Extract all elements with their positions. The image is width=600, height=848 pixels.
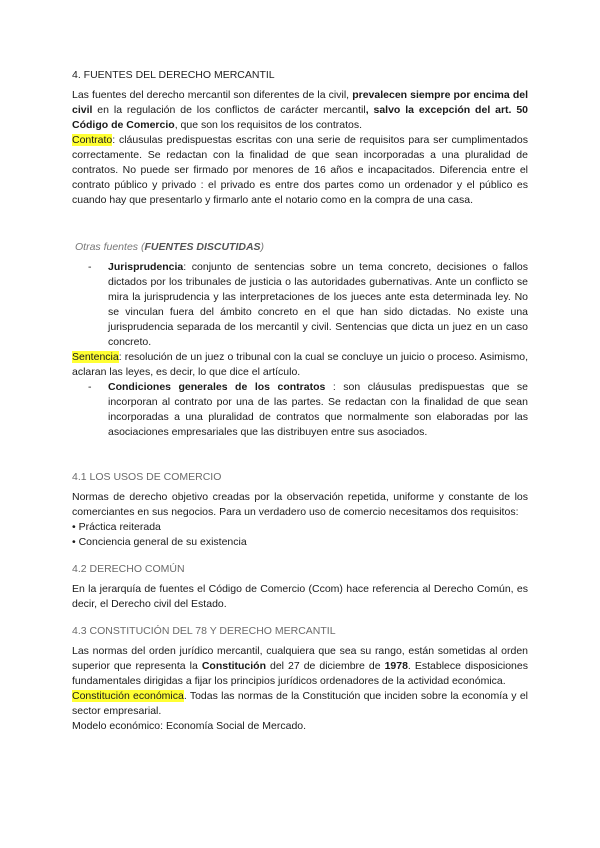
condiciones-item: - Condiciones generales de los contratos : son cláusulas predispuestas que se incorporan al contrato por una de las partes. Se redactan con la finalidad de que sean incorporadas a una pluralidad de contratos que normalmente son elaboradas por las asociaciones empresariales que las distribuyen entre sus asociados. [72,380,528,440]
fuentes-list-2 [72,380,528,440]
sentencia-term: Sentencia [72,351,119,363]
contrato-paragraph: Contrato: cláusulas predispuestas escritas con una serie de requisitos para ser cumplimentados correctamente. Se redactan con la finalidad de que sean incorporadas a una pluralidad de contratos. No puede ser firmado por menores de 16 años e incapacitados. Diferencia entre el contrato público y privado : el privado es entre dos partes como un ordenador y el público es cuando hay que presentarlo y firmarlo ante el notario como en la compra de una casa. [72,134,528,206]
section-4-1-heading: 4.1 LOS USOS DE COMERCIO [72,471,222,483]
jurisprudencia-item: - Jurisprudencia: conjunto de sentencias sobre un tema concreto, decisiones o fallos dictados por los tribunales de justicia o las autoridades gubernativas. Ante un conflicto se mira la jurisprudencia y las interpretaciones de los jueces ante esta determinada ley. No se vinculan fuera del ámbito concreto en el que han sido dictadas. No existe una jurisprudencia separada de los mercantil y civil. Sentencias que dicta un juez en un caso concreto. [72,260,528,350]
otras-fuentes-heading: Otras fuentes (FUENTES DISCUTIDAS) [75,241,265,253]
usos-paragraph: Normas de derecho objetivo creadas por la observación repetida, uniforme y constante de los comerciantes en sus negocios. Para un verdadero uso de comercio necesitamos dos requisitos: [72,491,528,518]
constitucion-paragraph: Las normas del orden jurídico mercantil, cualquiera que sea su rango, están sometidas al orden superior que representa la Constitución del 27 de diciembre de 1978. Establece disposiciones fundamentales dirigidas a fijar los principios jurídicos ordenadores de la actividad económica. [72,645,528,687]
derecho-comun-paragraph: En la jerarquía de fuentes el Código de Comercio (Ccom) hace referencia al Derecho Común, es decir, el Derecho civil del Estado. [72,583,528,610]
contrato-term: Contrato [72,134,113,146]
section-4-heading: 4. FUENTES DEL DERECHO MERCANTIL [72,69,275,81]
bullet-item: • Conciencia general de su existencia [72,536,247,548]
constitucion-economica-term: Constitución económica [72,690,184,702]
constitucion-economica-paragraph: Constitución económica. Todas las normas de la Constitución que inciden sobre la economía y el sector empresarial. [72,690,528,717]
section-4-intro: Las fuentes del derecho mercantil son diferentes de la civil, prevalecen siempre por encima del civil en la regulación de los conflictos de carácter mercantil, salvo la excepción del art. 50 Código de Comercio, que son los requisitos de los contratos. [72,89,528,131]
sentencia-paragraph: Sentencia: resolución de un juez o tribunal con la cual se concluye un juicio o proceso. Asimismo, aclaran las leyes, es decir, lo que dice el artículo. [72,351,528,378]
fuentes-list-1 [72,260,528,350]
section-4-3-heading: 4.3 CONSTITUCIÓN DEL 78 Y DERECHO MERCANTIL [72,625,336,637]
bullet-item: • Práctica reiterada [72,521,161,533]
section-4-2-heading: 4.2 DERECHO COMÚN [72,563,185,575]
modelo-economico-line: Modelo económico: Economía Social de Mercado. [72,720,307,732]
document-page [72,68,528,734]
